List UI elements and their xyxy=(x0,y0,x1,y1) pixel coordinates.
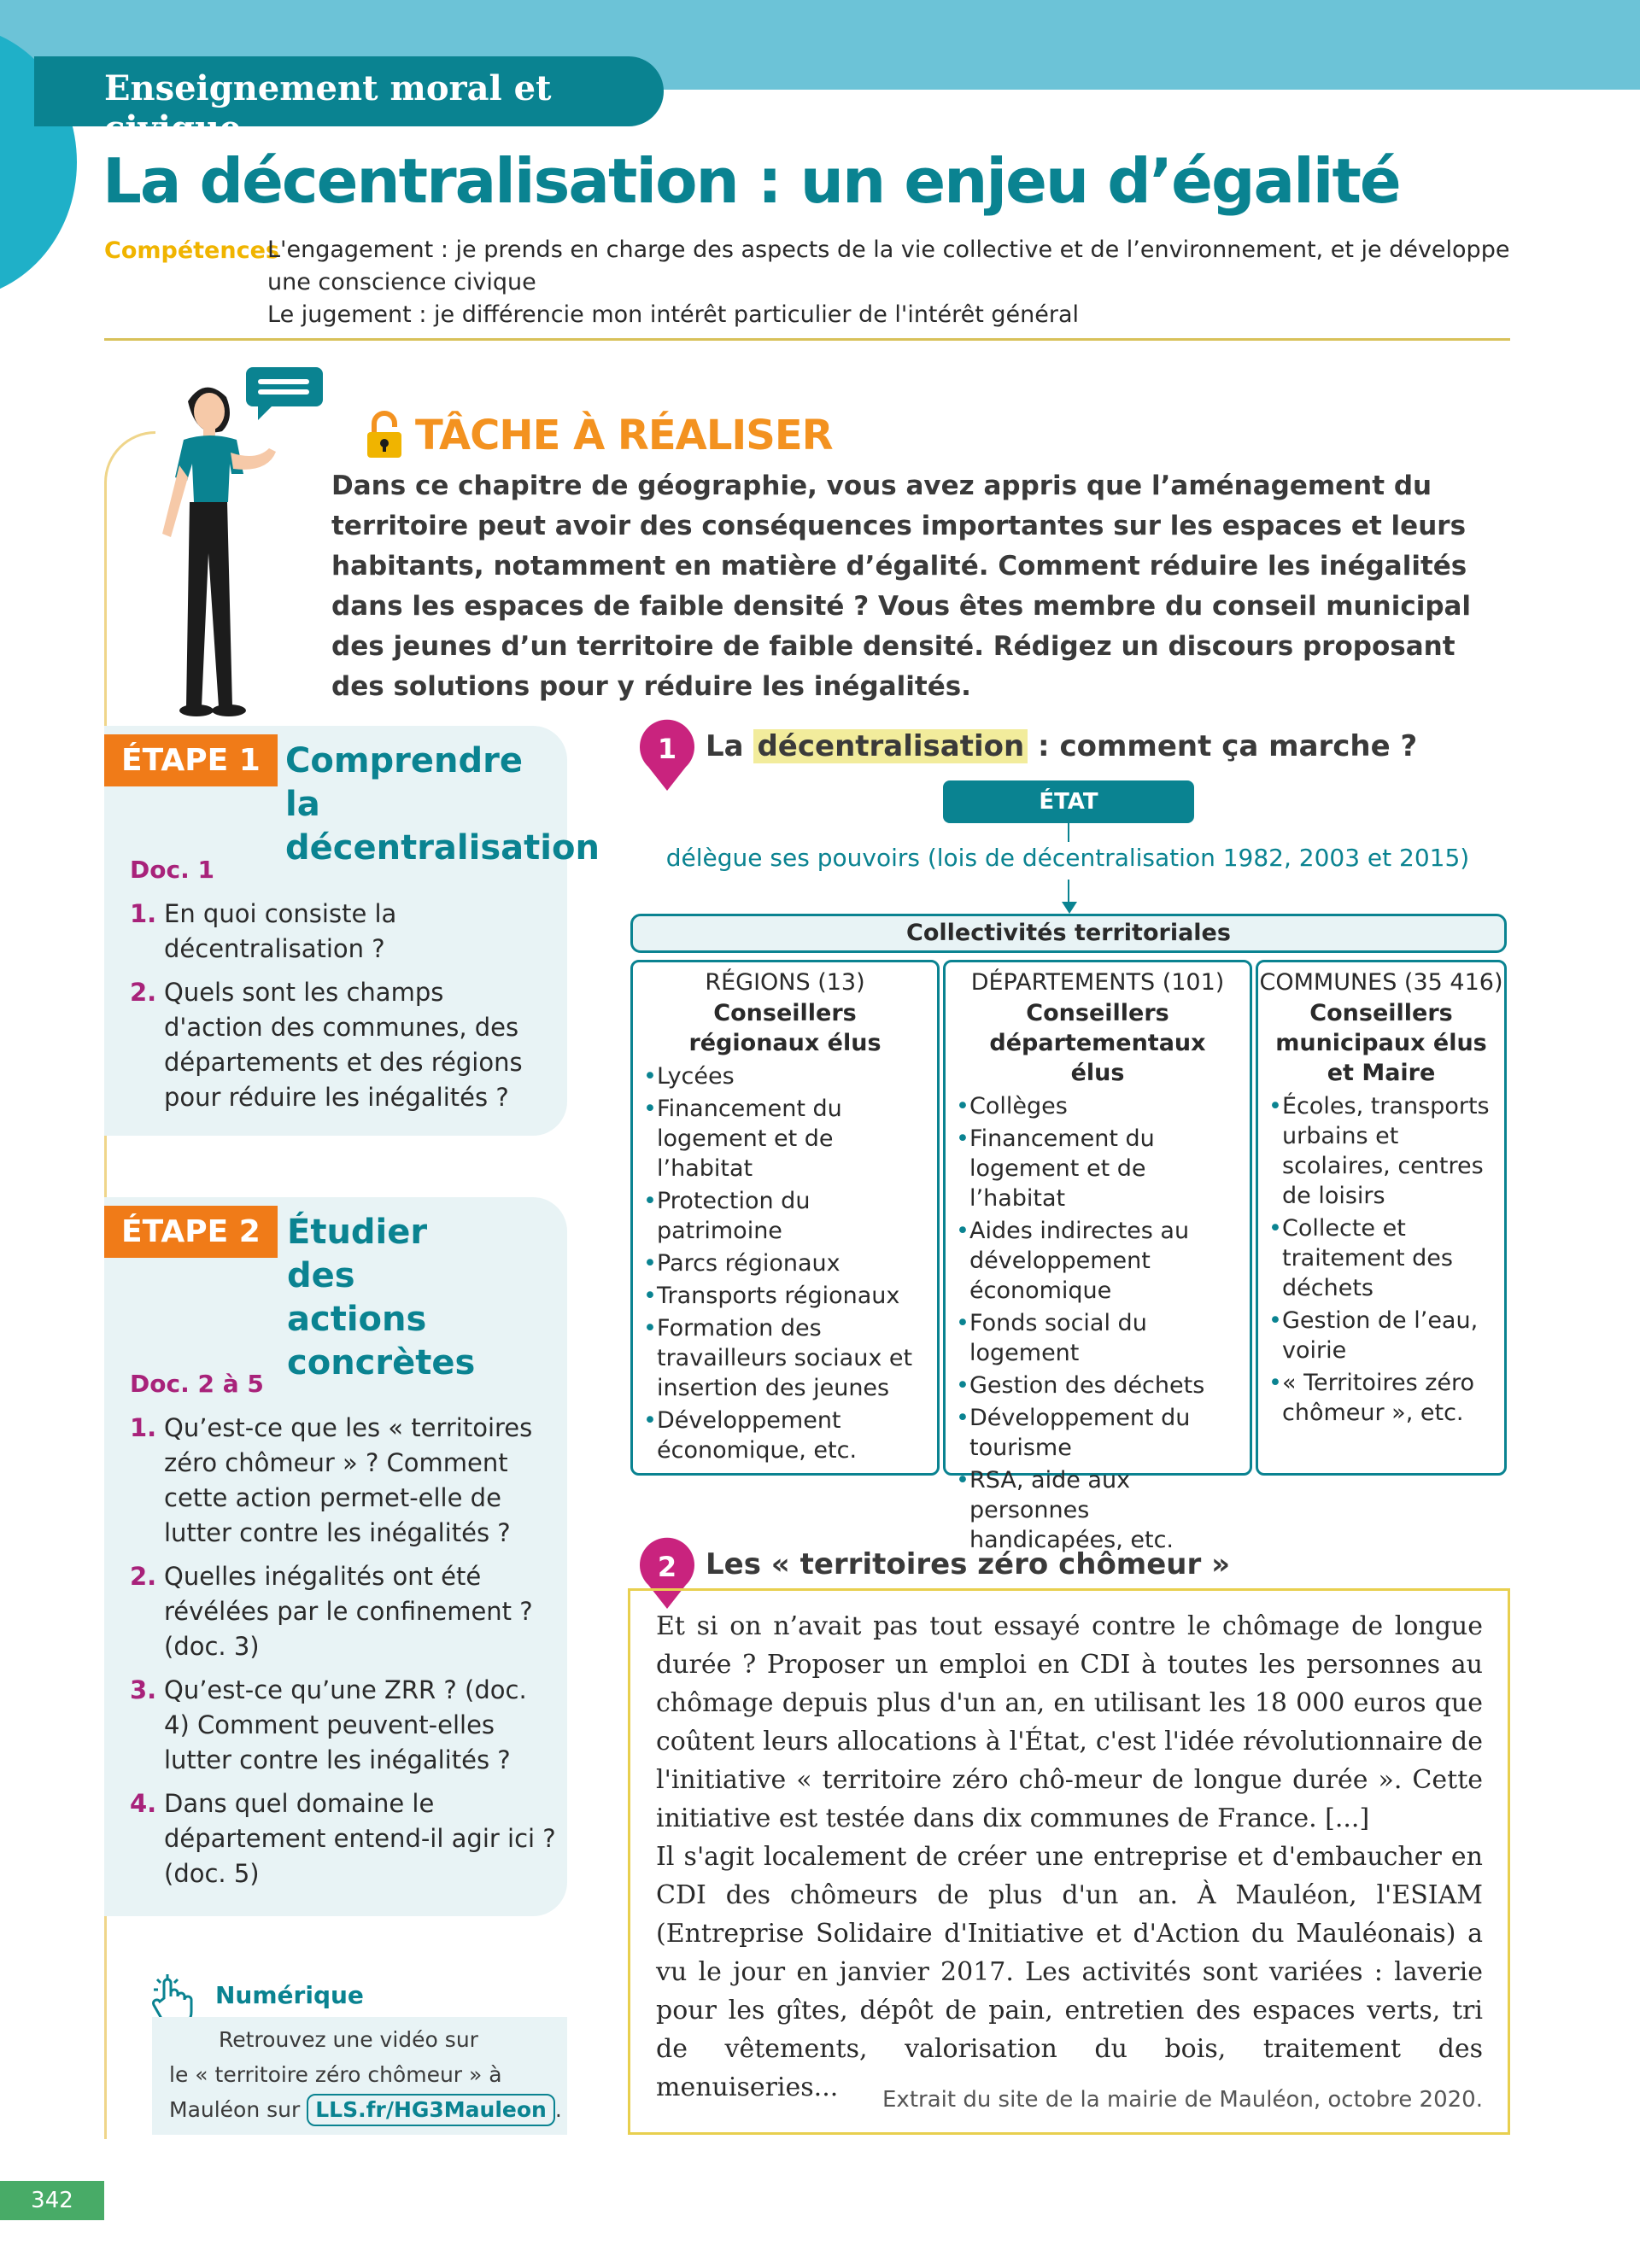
list-item: • Financement du logement et de l’habitat xyxy=(643,1094,930,1184)
competence-engagement: L'engagement : je prends en charge des aspects de la vie collective et de l’environnement, et je développe une conscience civique xyxy=(267,237,1510,295)
list-item: 1. Qu’est-ce que les « territoires zéro chômeur » ? Comment cette action permet-elle de lutter contre les inégalités ? xyxy=(130,1413,533,1547)
list-item: • « Territoires zéro chômeur », etc. xyxy=(1268,1368,1497,1428)
divider xyxy=(104,338,1510,341)
list-item: • Aides indirectes au développement économique xyxy=(956,1216,1243,1306)
column-communes-head: COMMUNES (35 416) xyxy=(1259,969,1503,996)
column-communes-list xyxy=(1258,1088,1504,1428)
column-regions-head: RÉGIONS (13) xyxy=(705,969,865,996)
column-regions xyxy=(630,960,940,1476)
list-item: • Fonds social du logement xyxy=(956,1308,1243,1368)
list-item: • Collèges xyxy=(956,1091,1243,1121)
etape-2-questions xyxy=(130,1411,557,1900)
list-item: • Gestion de l’eau, voirie xyxy=(1268,1306,1497,1365)
collectivites-box: Collectivités territoriales xyxy=(630,914,1507,953)
etape-2-doc-ref: Doc. 2 à 5 xyxy=(130,1370,264,1398)
doc-1-title-pre: La xyxy=(706,729,744,763)
delegation-text: délègue ses pouvoirs (lois de décentralisation 1982, 2003 et 2015) xyxy=(665,844,1470,872)
etape-1-questions xyxy=(130,897,548,1124)
numerique-text xyxy=(169,2022,562,2127)
list-item: • Lycées xyxy=(643,1061,930,1091)
numerique-line-1: Retrouvez une vidéo sur xyxy=(219,2027,478,2052)
numerique-line-3: Mauléon sur xyxy=(169,2097,301,2122)
etape-2-panel xyxy=(104,1197,567,1916)
doc-1-title-highlight: décentralisation xyxy=(753,729,1028,763)
etape-1-doc-ref: Doc. 1 xyxy=(130,856,214,884)
list-item: • Transports régionaux xyxy=(643,1281,930,1311)
etape-1-panel xyxy=(104,726,600,1136)
doc-1-title-post: : comment ça marche ? xyxy=(1038,729,1418,763)
etape-1-badge: ÉTAPE 1 xyxy=(104,734,278,786)
column-regions-sub: Conseillers régionaux élus xyxy=(688,1000,882,1056)
numerique-line-2: le « territoire zéro chômeur » à xyxy=(169,2062,502,2087)
doc-2-text xyxy=(656,1607,1483,2107)
student-illustration xyxy=(128,367,325,726)
subject-label: Enseignement moral et civique xyxy=(104,68,552,149)
list-item: • Développement du tourisme xyxy=(956,1403,1243,1463)
competences-label: Compétences xyxy=(104,237,279,264)
doc-2-paragraph-1: Et si on n’avait pas tout essayé contre le chômage de longue durée ? Proposer un emploi en CDI à toutes les personnes au chômage depuis plus d'un an, en utilisant les 18 000 euros que coûtent leurs allocations à l'État, c'est l'idée révolutionnaire de l'initiative « territoire zéro chô-meur de longue durée ». Cette initiative est testée dans dix communes de France. [...] xyxy=(656,1611,1483,1833)
delegation-connector xyxy=(1068,880,1069,903)
arrow-down-icon xyxy=(1062,902,1077,914)
column-departements xyxy=(943,960,1252,1553)
subject-tab xyxy=(34,56,664,149)
list-item: • Collecte et traitement des déchets xyxy=(1268,1213,1497,1303)
column-communes xyxy=(1256,960,1507,1476)
lock-icon xyxy=(366,410,403,459)
doc-1-marker-icon xyxy=(637,719,697,792)
video-link[interactable]: LLS.fr/HG3Mauleon xyxy=(307,2094,555,2126)
page-title: La décentralisation : un enjeu d’égalité xyxy=(102,145,1400,217)
column-departements-list xyxy=(946,1088,1250,1555)
numerique-period: . xyxy=(554,2097,562,2122)
page-number: 342 xyxy=(0,2181,104,2220)
task-text: Dans ce chapitre de géographie, vous avez appris que l’aménagement du territoire peut avoir des conséquences importantes sur les espaces et leurs habitants, notamment en matière d’égalité. Comment réduire les inégalités dans les espaces de faible densité ? Vous êtes membre du conseil municipal des jeunes d’un territoire de faible densité. Rédigez un discours proposant des solutions pour y réduire les inégalités. xyxy=(331,471,1472,702)
speech-bubble-icon xyxy=(246,367,323,420)
list-item: 3. Qu’est-ce qu’une ZRR ? (doc. 4) Comment peuvent-elles lutter contre les inégalités ? xyxy=(130,1675,527,1774)
column-regions-list xyxy=(633,1058,937,1465)
etape-2-title: Étudier des actions concrètes xyxy=(287,1213,476,1382)
list-item: • Écoles, transports urbains et scolaires, centres de loisirs xyxy=(1268,1091,1497,1211)
column-departements-head: DÉPARTEMENTS (101) xyxy=(970,969,1225,996)
list-item: 2. Quels sont les champs d'action des communes, des départements et des régions pour réduire les inégalités ? xyxy=(130,978,523,1112)
list-item: • Gestion des déchets xyxy=(956,1371,1243,1400)
doc-1-number: 1 xyxy=(657,733,677,765)
list-item: • Protection du patrimoine xyxy=(643,1186,930,1246)
list-item: • Financement du logement et de l’habitat xyxy=(956,1124,1243,1213)
list-item: • Formation des travailleurs sociaux et insertion des jeunes xyxy=(643,1313,930,1403)
column-communes-sub: Conseillers municipaux élus et Maire xyxy=(1275,1000,1487,1086)
numerique-title: Numérique xyxy=(215,1981,364,2009)
task-title: TÂCHE À RÉALISER xyxy=(415,412,833,459)
doc-2-title: Les « territoires zéro chômeur » xyxy=(706,1547,1231,1581)
etape-1-title: Comprendre la décentralisation xyxy=(285,741,600,868)
doc-1-title xyxy=(706,729,1417,763)
list-item: 2. Quelles inégalités ont été révélées par le confinement ? (doc. 3) xyxy=(130,1562,533,1661)
doc-2-number: 2 xyxy=(657,1551,677,1583)
etat-box: ÉTAT xyxy=(943,780,1194,823)
list-item: 1. En quoi consiste la décentralisation ? xyxy=(130,899,397,963)
etat-connector xyxy=(1068,823,1069,842)
etape-2-badge: ÉTAPE 2 xyxy=(104,1206,278,1258)
competence-jugement: Le jugement : je différencie mon intérêt particulier de l'intérêt général xyxy=(267,301,1080,328)
list-item: • Développement économique, etc. xyxy=(643,1406,930,1465)
competences-text xyxy=(267,234,1523,331)
list-item: 4. Dans quel domaine le département entend-il agir ici ? (doc. 5) xyxy=(130,1789,556,1888)
doc-2-source: Extrait du site de la mairie de Mauléon, octobre 2020. xyxy=(882,2087,1483,2113)
list-item: • Parcs régionaux xyxy=(643,1248,930,1278)
list-item: • RSA, aide aux personnes handicapées, etc. xyxy=(956,1465,1243,1555)
doc-2-paragraph-2: Il s'agit localement de créer une entreprise et d'embaucher en CDI des chômeurs de plus d'un an. À Mauléon, l'ESIAM (Entreprise Solidaire d'Initiative et d'Action du Mauléonais) a vu le jour en janvier 2017. Les activités sont variées : laverie pour les gîtes, dépôt de pain, entretien des espaces verts, tri de vêtements, valorisation du bois, traitement des menuiseries... xyxy=(656,1842,1483,2102)
column-departements-sub: Conseillers départementaux élus xyxy=(989,1000,1206,1086)
